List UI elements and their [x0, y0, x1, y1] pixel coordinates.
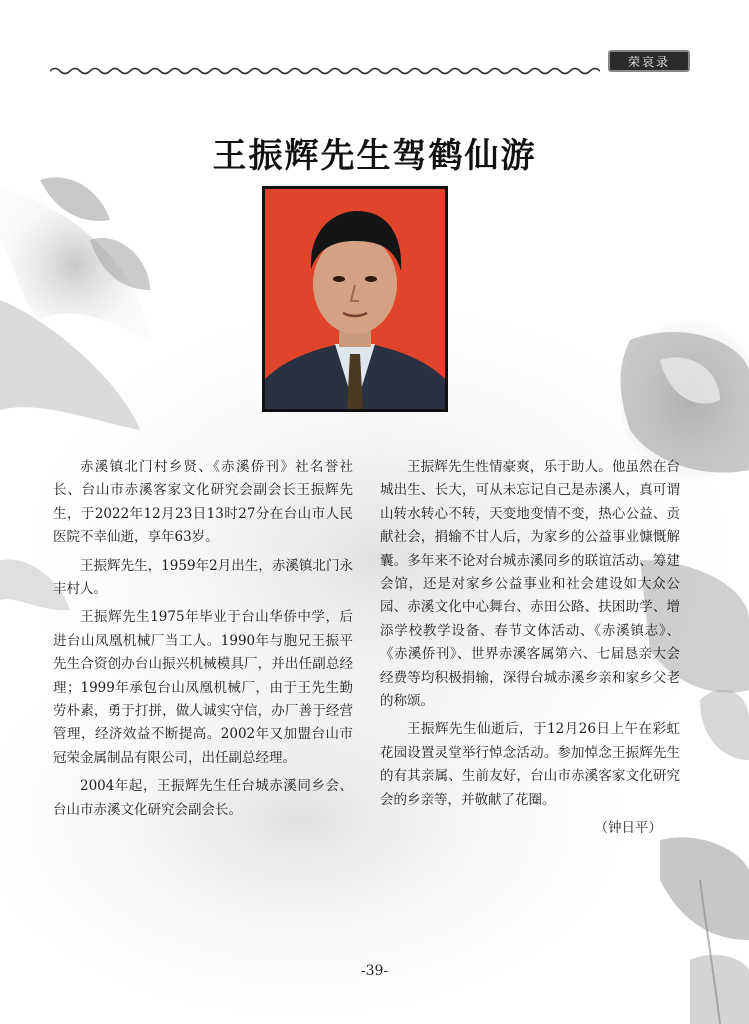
paragraph: 王振辉先生，1959年2月出生，赤溪镇北门永丰村人。 — [53, 557, 353, 598]
header-wavy-rule — [50, 66, 600, 76]
paragraph: 2004年起，王振辉先生任台城赤溪同乡会、台山市赤溪文化研究会副会长。 — [53, 778, 353, 818]
paragraph: 王振辉先生仙逝后，于12月26日上午在彩虹花园设置灵堂举行悼念活动。参加悼念王振辉先生的有其亲属、生前友好，台山市赤溪客家文化研究会的乡亲等，并敬献了花圈。 — [380, 721, 680, 808]
article-column-left — [53, 456, 353, 827]
paragraph: 王振辉先生1975年毕业于台山华侨中学，后进台山凤凰机械厂当工人。1990年与胞兄王振平先生合资创办台山振兴机械模具厂，并出任副总经理；1999年承包台山凤凰机械厂，由于王先生勤劳朴素，勇于打拼，做人诚实守信，办厂善于经营管理，经济效益不断提高。2002年又加盟台山市冠荣金属制品有限公司，出任副总经理。 — [53, 609, 353, 766]
portrait-illustration — [265, 189, 445, 409]
article-column-right — [380, 456, 680, 846]
paragraph: 王振辉先生性情豪爽，乐于助人。他虽然在台城出生、长大，可从未忘记自己是赤溪人，真可谓山转水转心不转，天变地变情不变，热心公益、贡献社会，捐输不甘人后，为家乡的公益事业慷慨解囊。多年来不论对台城赤溪同乡的联谊活动、筹建会馆，还是对家乡公益事业和社会建设如大众公园、赤溪文化中心舞台、赤田公路、扶困助学、增添学校教学设备、春节文体活动、《赤溪镇志》、《赤溪侨刊》、世界赤溪客属第六、七届恳亲大会经费等均积极捐输，深得台城赤溪乡亲和家乡父老的称颂。 — [380, 459, 680, 710]
page-number: -39- — [360, 963, 389, 979]
paragraph: 赤溪镇北门村乡贤、《赤溪侨刊》社名誉社长、台山市赤溪客家文化研究会副会长王振辉先生，于2022年12月23日13时27分在台山市人民医院不幸仙逝，享年63岁。 — [53, 459, 353, 546]
author-signature: （钟日平） — [594, 820, 662, 837]
portrait-photo — [262, 186, 448, 412]
section-tag: 荣哀录 — [608, 50, 690, 72]
article-title: 王振辉先生驾鹤仙游 — [212, 136, 537, 176]
